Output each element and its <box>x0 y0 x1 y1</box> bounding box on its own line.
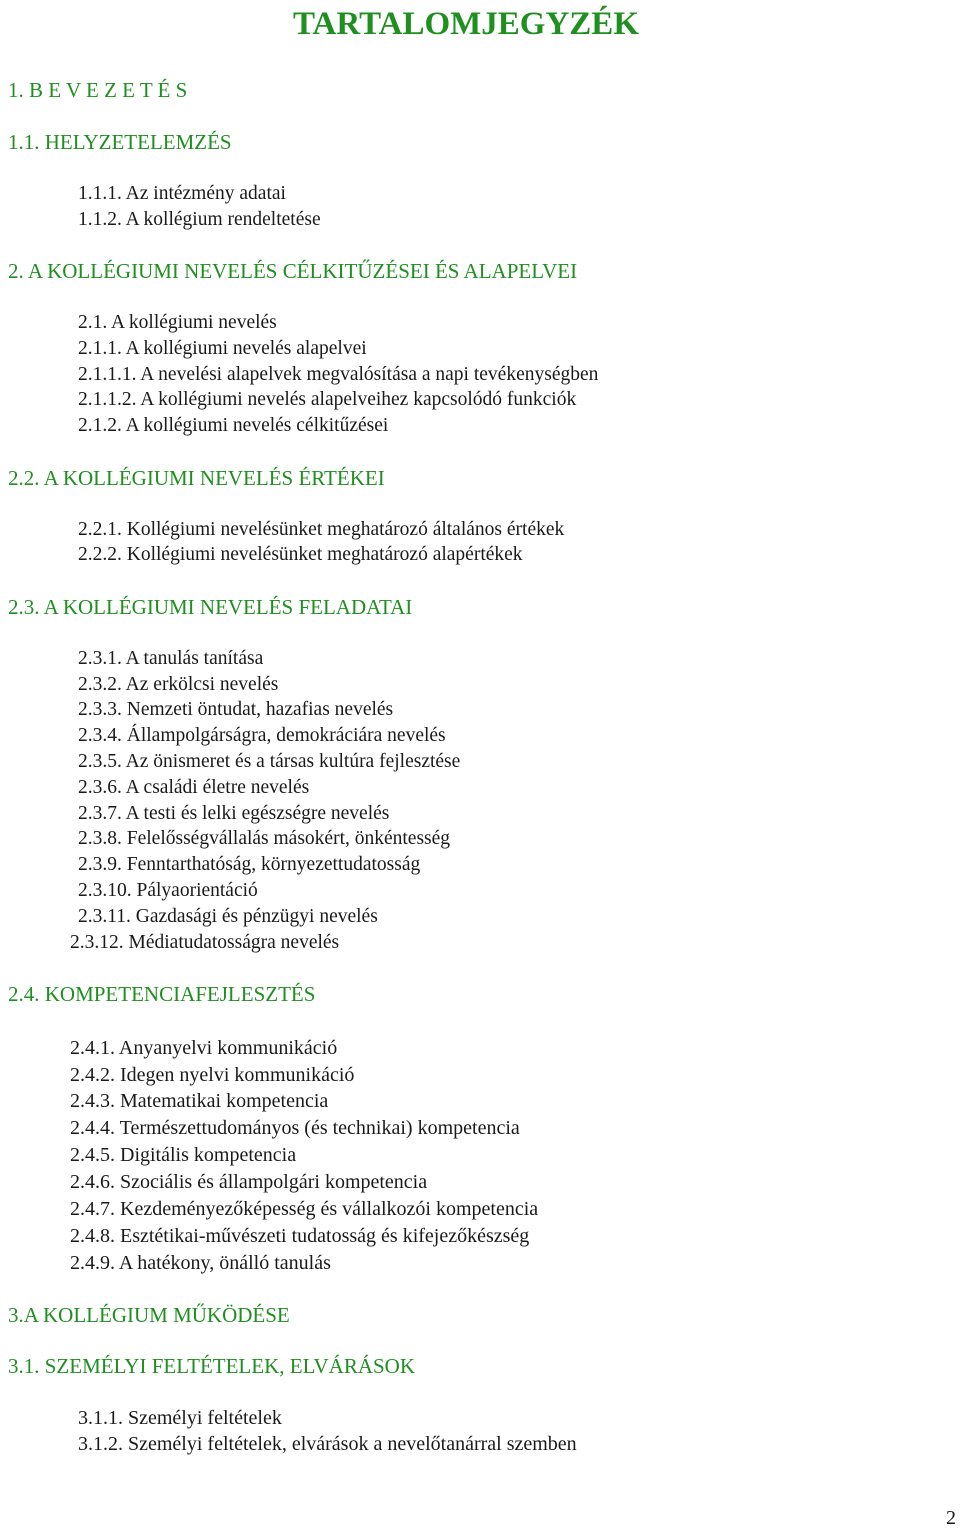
toc-item: 2.3.5. Az önismeret és a társas kultúra fejlesztése <box>78 751 461 772</box>
toc-item: 2.3.6. A családi életre nevelés <box>78 777 310 798</box>
toc-item: 2.1.2. A kollégiumi nevelés célkitűzései <box>78 415 389 436</box>
toc-item: 3.1.1. Személyi feltételek <box>78 1407 282 1429</box>
toc-item: 2.4.6. Szociális és állampolgári kompetencia <box>70 1171 428 1193</box>
toc-item: 2.3.11. Gazdasági és pénzügyi nevelés <box>78 906 378 927</box>
toc-item: 3.1.2. Személyi feltételek, elvárások a nevelőtanárral szemben <box>78 1433 577 1455</box>
toc-item: 2.4.3. Matematikai kompetencia <box>70 1090 329 1112</box>
toc-item: 2.4.5. Digitális kompetencia <box>70 1144 297 1166</box>
toc-item: 2.4.1. Anyanyelvi kommunikáció <box>70 1037 338 1059</box>
toc-heading: 1.1. HELYZETELEMZÉS <box>8 130 232 154</box>
toc-item: 2.2.2. Kollégiumi nevelésünket meghatározó alapértékek <box>78 544 523 565</box>
toc-item: 2.3.10. Pályaorientáció <box>78 880 258 901</box>
toc-heading: 3.A KOLLÉGIUM MŰKÖDÉSE <box>8 1303 290 1327</box>
toc-heading: 2.3. A KOLLÉGIUMI NEVELÉS FELADATAI <box>8 595 413 619</box>
toc-heading: 2.4. KOMPETENCIAFEJLESZTÉS <box>8 982 316 1006</box>
document-title: TARTALOMJEGYZÉK <box>293 6 639 42</box>
toc-heading: 2.2. A KOLLÉGIUMI NEVELÉS ÉRTÉKEI <box>8 466 385 490</box>
toc-heading: 2. A KOLLÉGIUMI NEVELÉS CÉLKITŰZÉSEI ÉS ALAPELVEI <box>8 259 578 283</box>
toc-item: 2.2.1. Kollégiumi nevelésünket meghatározó általános értékek <box>78 519 565 540</box>
toc-item: 2.3.1. A tanulás tanítása <box>78 648 264 669</box>
toc-item: 2.4.9. A hatékony, önálló tanulás <box>70 1252 331 1274</box>
toc-item: 2.3.12. Médiatudatosságra nevelés <box>70 932 340 953</box>
toc-item: 2.4.4. Természettudományos (és technikai) kompetencia <box>70 1117 520 1139</box>
toc-item: 2.3.4. Állampolgárságra, demokráciára nevelés <box>78 725 446 746</box>
toc-item: 2.1.1.1. A nevelési alapelvek megvalósítása a napi tevékenységben <box>78 364 599 385</box>
page-number: 2 <box>946 1507 956 1529</box>
toc-item: 1.1.2. A kollégium rendeltetése <box>78 209 321 230</box>
toc-item: 2.4.2. Idegen nyelvi kommunikáció <box>70 1064 355 1086</box>
toc-heading: 1. B E V E Z E T É S <box>8 78 188 102</box>
toc-item: 2.4.7. Kezdeményezőképesség és vállalkozói kompetencia <box>70 1198 539 1220</box>
toc-item: 2.3.3. Nemzeti öntudat, hazafias nevelés <box>78 699 394 720</box>
toc-item: 2.3.2. Az erkölcsi nevelés <box>78 674 279 695</box>
toc-item: 2.1. A kollégiumi nevelés <box>78 312 277 333</box>
toc-item: 2.3.8. Felelősségvállalás másokért, önkéntesség <box>78 828 451 849</box>
toc-item: 2.4.8. Esztétikai-művészeti tudatosság és kifejezőkészség <box>70 1225 530 1247</box>
toc-item: 2.1.1.2. A kollégiumi nevelés alapelveihez kapcsolódó funkciók <box>78 389 577 410</box>
toc-item: 2.3.7. A testi és lelki egészségre nevelés <box>78 803 390 824</box>
toc-heading: 3.1. SZEMÉLYI FELTÉTELEK, ELVÁRÁSOK <box>8 1354 415 1378</box>
toc-item: 1.1.1. Az intézmény adatai <box>78 183 286 204</box>
toc-item: 2.3.9. Fenntarthatóság, környezettudatosság <box>78 854 421 875</box>
toc-item: 2.1.1. A kollégiumi nevelés alapelvei <box>78 338 367 359</box>
